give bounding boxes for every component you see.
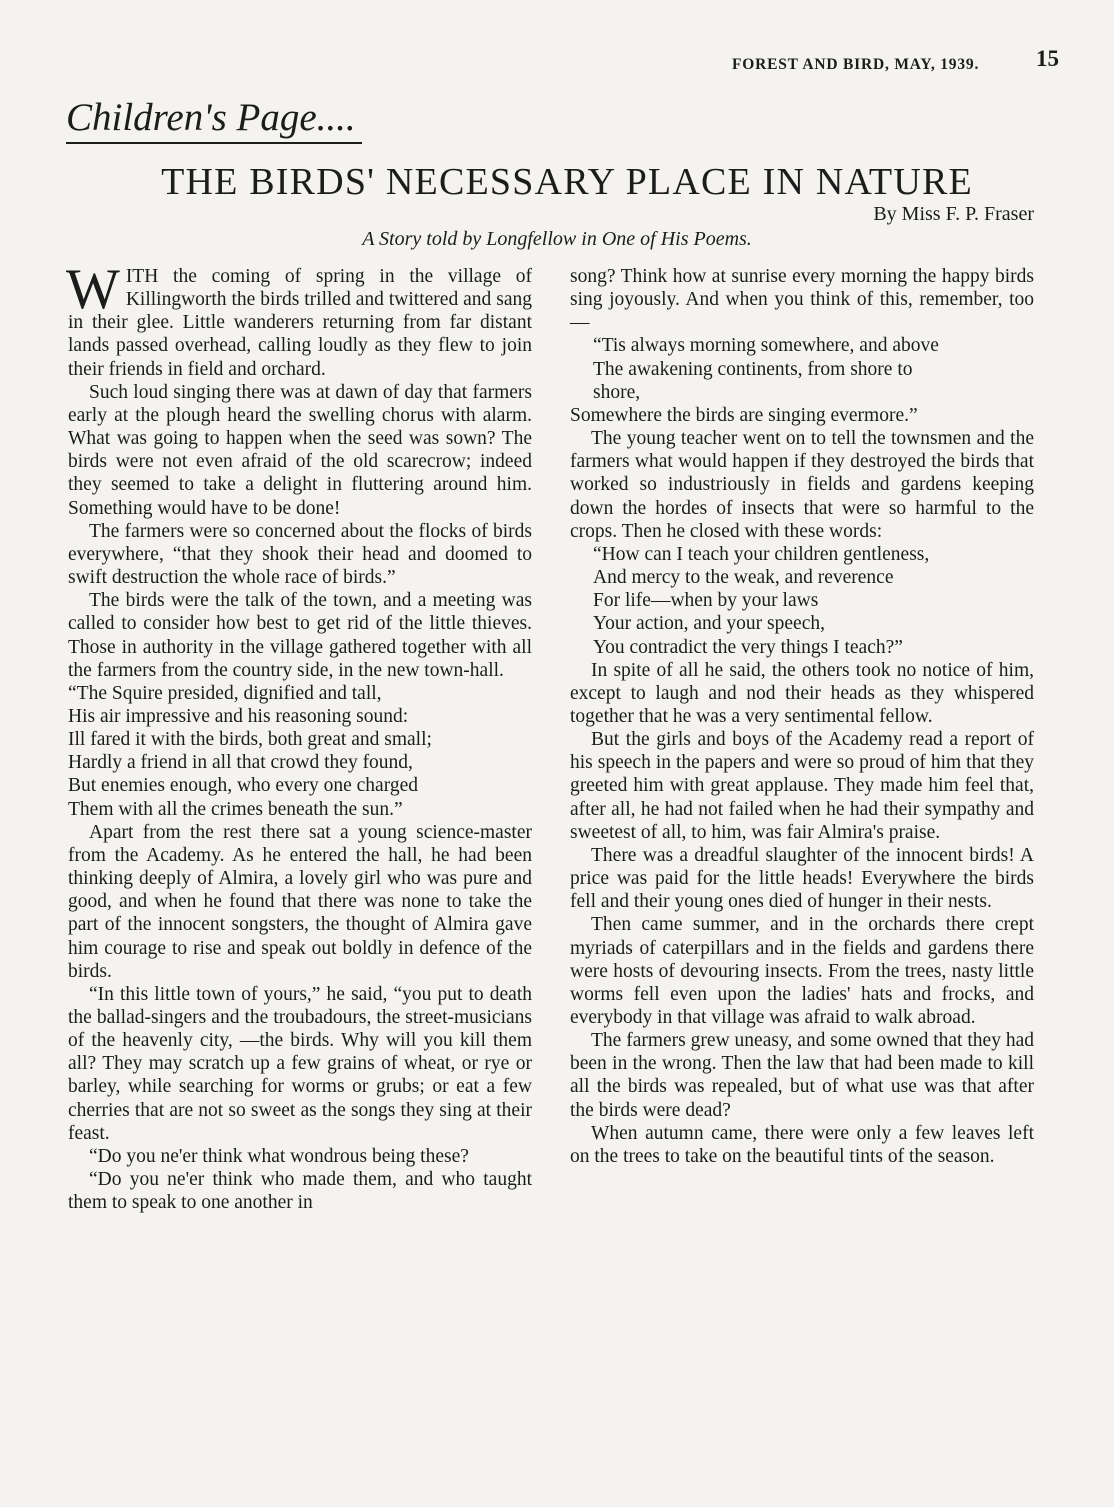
verse-line: “How can I teach your children gentleness,	[593, 543, 930, 565]
running-head: FOREST AND BIRD, MAY, 1939.	[732, 56, 980, 73]
paragraph: song? Think how at sunrise every morning the happy birds sing joyously. And when you think of this, remember, too—	[570, 266, 1034, 334]
verse-line: And mercy to the weak, and reverence	[593, 567, 894, 589]
paragraph: The birds were the talk of the town, and a meeting was called to consider how best to get rid of the little thieves. Those in authority in the village gathered together with all the farmers from the country side, in the new town-hall.	[68, 590, 532, 681]
verse-line: Somewhere the birds are singing evermore.”	[570, 404, 918, 426]
right-column	[570, 265, 1034, 1168]
paragraph: When autumn came, there were only a few leaves left on the trees to take on the beautiful tints of the season.	[570, 1122, 1034, 1167]
verse-line: The awakening continents, from shore to	[593, 358, 913, 380]
verse-quote	[570, 543, 1034, 659]
paragraph	[66, 258, 532, 381]
paragraph: But the girls and boys of the Academy read a report of his speech in the papers and were so proud of him that they greeted him with great applause. They made him feel that, after all, he had not failed when he had their sympathy and sweetest of all, to him, was fair Almira's praise.	[570, 729, 1034, 843]
paragraph: The farmers grew uneasy, and some owned that they had been in the wrong. Then the law that had been made to kill all the birds was repealed, but of what use was that after the birds were dead?	[570, 1030, 1034, 1121]
paragraph: “Do you ne'er think what wondrous being these?	[89, 1145, 469, 1167]
verse-quote	[68, 682, 532, 821]
section-title: Children's Page....	[66, 94, 362, 144]
paragraph: “Do you ne'er think who made them, and who taught them to speak to one another in	[68, 1169, 532, 1214]
verse-line: You contradict the very things I teach?”	[593, 636, 903, 658]
byline: By Miss F. P. Fraser	[873, 203, 1034, 225]
verse-line: Them with all the crimes beneath the sun.”	[68, 798, 403, 820]
paragraph: Apart from the rest there sat a young science-master from the Academy. As he entered the hall, he had been thinking deeply of Almira, a lovely girl who was pure and good, and when he found that there was none to take the part of the innocent songsters, the thought of Almira gave him courage to rise and speak out boldly in defence of the birds.	[68, 821, 532, 982]
verse-quote	[570, 334, 1034, 427]
verse-line: But enemies enough, who every one charged	[68, 775, 418, 797]
verse-line: Hardly a friend in all that crowd they found,	[68, 752, 413, 774]
verse-line: Ill fared it with the birds, both great and small;	[68, 729, 432, 751]
page-number: 15	[1036, 46, 1059, 71]
article-title: THE BIRDS' NECESSARY PLACE IN NATURE	[161, 161, 973, 203]
paragraph-text: ITH the coming of spring in the village of Killingworth the birds trilled and twittered and sang in their glee. Little wanderers returning from far distant lands passed overhead, calling loudly as they flew to join their friends in field and orchard.	[68, 266, 532, 380]
paragraph: Such loud singing there was at dawn of day that farmers early at the plough heard the swelling chorus with alarm. What was going to happen when the seed was sown? The birds were not even afraid of the old scarecrow; indeed they seemed to take a delight in fluttering around him. Something would have to be done!	[68, 381, 532, 519]
paragraph: There was a dreadful slaughter of the innocent birds! A price was paid for the little heads! Everywhere the birds fell and their young ones died of hunger in their nests.	[570, 844, 1034, 913]
drop-cap: W	[66, 258, 120, 321]
paragraph: Then came summer, and in the orchards there crept myriads of caterpillars and in the fields and gardens there were hosts of devouring insects. From the trees, nasty little worms fell even upon the ladies' hats and frocks, and everybody in that village was afraid to walk abroad.	[570, 914, 1034, 1028]
paragraph: In spite of all he said, the others took no notice of him, except to laugh and nod their heads as they whispered together that he was a very sentimental fellow.	[570, 659, 1034, 727]
verse-line: Your action, and your speech,	[593, 613, 825, 635]
verse-line: His air impressive and his reasoning sound:	[68, 705, 409, 727]
verse-line: “Tis always morning somewhere, and above	[593, 335, 939, 357]
verse-line: For life—when by your laws	[593, 590, 819, 612]
subtitle: A Story told by Longfellow in One of His Poems.	[362, 228, 752, 250]
verse-line: “The Squire presided, dignified and tall,	[68, 682, 382, 704]
paragraph: The farmers were so concerned about the flocks of birds everywhere, “that they shook their head and doomed to swift destruction the whole race of birds.”	[68, 520, 532, 589]
verse-line: shore,	[593, 381, 641, 403]
paragraph: The young teacher went on to tell the townsmen and the farmers what would happen if they destroyed the birds that worked so industriously in fields and gardens keeping down the hordes of insects that were so harmful to the crops. Then he closed with these words:	[570, 428, 1034, 542]
paragraph: “In this little town of yours,” he said, “you put to death the ballad-singers and the troubadours, the street-musicians of the heavenly city, —the birds. Why will you kill them all? They may scratch up a few grains of wheat, or rye or barley, while searching for worms or grubs; or eat a few cherries that are not so sweet as the songs they sing at their feast.	[68, 983, 532, 1144]
left-column	[66, 258, 532, 1214]
